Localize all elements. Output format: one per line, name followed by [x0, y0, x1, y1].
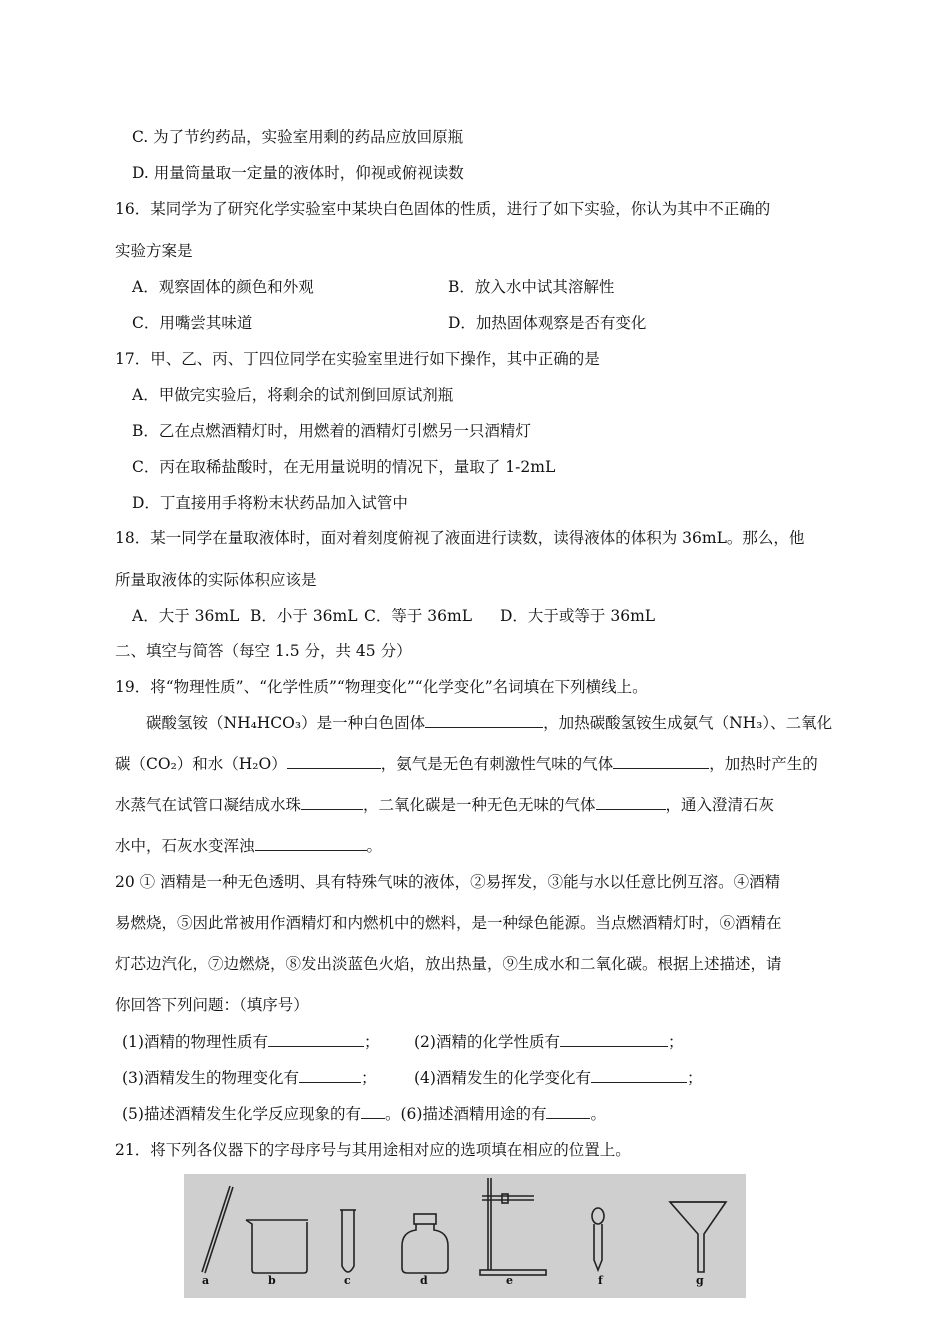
q19-line4: [115, 836, 382, 856]
q20-text: (1)酒精的物理性质有: [122, 1033, 268, 1051]
instrument-label-g: g: [696, 1274, 704, 1287]
test-tube-icon: [340, 1210, 356, 1272]
q18-option-d: D．大于或等于 36mL: [500, 607, 656, 625]
iron-stand-icon: [480, 1178, 546, 1275]
instrument-label-f: f: [598, 1274, 603, 1287]
beaker-icon: [246, 1220, 308, 1273]
q20-part1: [122, 1032, 379, 1052]
q19-line2: [115, 754, 818, 774]
answer-blank[interactable]: [299, 1068, 361, 1083]
instrument-label-c: c: [344, 1274, 351, 1287]
q20-text: ；: [667, 1033, 684, 1051]
q20-text: (3)酒精发生的物理变化有: [122, 1069, 299, 1087]
q18-stem-line1: 18．某一同学在量取液体时，面对着刻度俯视了液面进行读数，读得液体的体积为 36mL。那么，他: [115, 529, 805, 547]
wide-mouth-bottle-icon: [402, 1214, 448, 1273]
glass-rod-icon: [202, 1186, 233, 1273]
q19-text: ，通入澄清石灰: [665, 796, 775, 814]
q18-option-a: A．大于 36mL: [132, 607, 240, 625]
q19-text: 水蒸气在试管口凝结成水珠: [115, 796, 302, 814]
instrument-figure: [184, 1174, 746, 1298]
q20-part4: [414, 1068, 702, 1088]
q20-text: ；: [363, 1033, 380, 1051]
q21-stem: 21．将下列各仪器下的字母序号与其用途相对应的选项填在相应的位置上。: [115, 1141, 631, 1159]
q20-part5-6: [122, 1104, 606, 1124]
q16-option-b: B．放入水中试其溶解性: [448, 278, 615, 296]
answer-blank[interactable]: [591, 1068, 687, 1083]
q17-stem: 17．甲、乙、丙、丁四位同学在实验室里进行如下操作，其中正确的是: [115, 350, 600, 368]
q18-option-b: B．小于 36mL: [250, 607, 358, 625]
q19-text: 。: [366, 837, 383, 855]
q17-option-a: A．甲做完实验后，将剩余的试剂倒回原试剂瓶: [132, 386, 454, 404]
q20-text: (6)描述酒精用途的有: [400, 1105, 547, 1123]
q20-line1: 20 ① 酒精是一种无色透明、具有特殊气味的液体，②易挥发，③能与水以任意比例互溶。④酒精: [115, 873, 781, 891]
answer-blank[interactable]: [425, 713, 543, 728]
q18-stem-line2: 所量取液体的实际体积应该是: [115, 571, 317, 589]
q20-part3: [122, 1068, 376, 1088]
q19-text: 水中，石灰水变浑浊: [115, 837, 255, 855]
q20-text: 。: [590, 1105, 606, 1123]
q15-option-c: C. 为了节约药品，实验室用剩的药品应放回原瓶: [132, 128, 464, 146]
instrument-label-e: e: [506, 1274, 513, 1287]
q20-text: 。: [384, 1105, 401, 1123]
q15-option-d: D. 用量筒量取一定量的液体时，仰视或俯视读数: [132, 164, 464, 182]
q20-text: (2)酒精的化学性质有: [414, 1033, 560, 1051]
q20-text: ；: [686, 1069, 703, 1087]
q19-text: ，氨气是无色有刺激性气味的气体: [380, 755, 614, 773]
q18-option-c: C．等于 36mL: [364, 607, 473, 625]
q19-text: ，加热碳酸氢铵生成氨气（NH₃）、二氧化: [543, 714, 833, 732]
q16-option-a: A．观察固体的颜色和外观: [132, 278, 314, 296]
q19-text: 碳（CO₂）和水（H₂O）: [115, 755, 287, 773]
q16-stem-line1: 16．某同学为了研究化学实验室中某块白色固体的性质，进行了如下实验，你认为其中不正确的: [115, 200, 771, 218]
q20-line2: 易燃烧，⑤因此常被用作酒精灯和内燃机中的燃料，是一种绿色能源。当点燃酒精灯时，⑥酒精在: [115, 914, 782, 932]
q20-part2: [414, 1032, 683, 1052]
q17-option-c: C．丙在取稀盐酸时，在无用量说明的情况下，量取了 1-2mL: [132, 458, 556, 476]
instrument-label-d: d: [420, 1274, 428, 1287]
q19-line1: [146, 713, 832, 733]
answer-blank[interactable]: [596, 795, 666, 810]
q19-stem: 19．将“物理性质”、“化学性质”“物理变化”“化学变化”名词填在下列横线上。: [115, 678, 648, 696]
q20-line4: 你回答下列问题：（填序号）: [115, 996, 309, 1014]
q20-text: ；: [360, 1069, 377, 1087]
answer-blank[interactable]: [361, 1104, 385, 1119]
answer-blank[interactable]: [546, 1104, 590, 1119]
section-heading: 二、填空与简答（每空 1.5 分，共 45 分）: [115, 642, 412, 660]
q17-option-d: D．丁直接用手将粉末状药品加入试管中: [132, 494, 408, 512]
q16-option-d: D．加热固体观察是否有变化: [448, 314, 647, 332]
instrument-label-b: b: [268, 1274, 276, 1287]
q20-text: (5)描述酒精发生化学反应现象的有: [122, 1105, 361, 1123]
q20-text: (4)酒精发生的化学变化有: [414, 1069, 591, 1087]
q19-text: ，二氧化碳是一种无色无味的气体: [363, 796, 596, 814]
funnel-icon: [670, 1202, 726, 1272]
q16-option-c: C．用嘴尝其味道: [132, 314, 253, 332]
answer-blank[interactable]: [287, 754, 381, 769]
q19-line3: [115, 795, 774, 815]
q17-option-b: B．乙在点燃酒精灯时，用燃着的酒精灯引燃另一只酒精灯: [132, 422, 531, 440]
q19-text: ，加热时产生的: [709, 755, 818, 773]
q16-stem-line2: 实验方案是: [115, 242, 193, 260]
q19-text: 碳酸氢铵（NH₄HCO₃）是一种白色固体: [146, 714, 426, 732]
answer-blank[interactable]: [255, 836, 367, 851]
answer-blank[interactable]: [560, 1032, 668, 1047]
answer-blank[interactable]: [268, 1032, 364, 1047]
q20-line3: 灯芯边汽化，⑦边燃烧，⑧发出淡蓝色火焰，放出热量，⑨生成水和二氧化碳。根据上述描述，请: [115, 955, 782, 973]
instrument-label-a: a: [202, 1274, 210, 1287]
answer-blank[interactable]: [613, 754, 709, 769]
answer-blank[interactable]: [301, 795, 363, 810]
dropper-icon: [592, 1208, 604, 1270]
